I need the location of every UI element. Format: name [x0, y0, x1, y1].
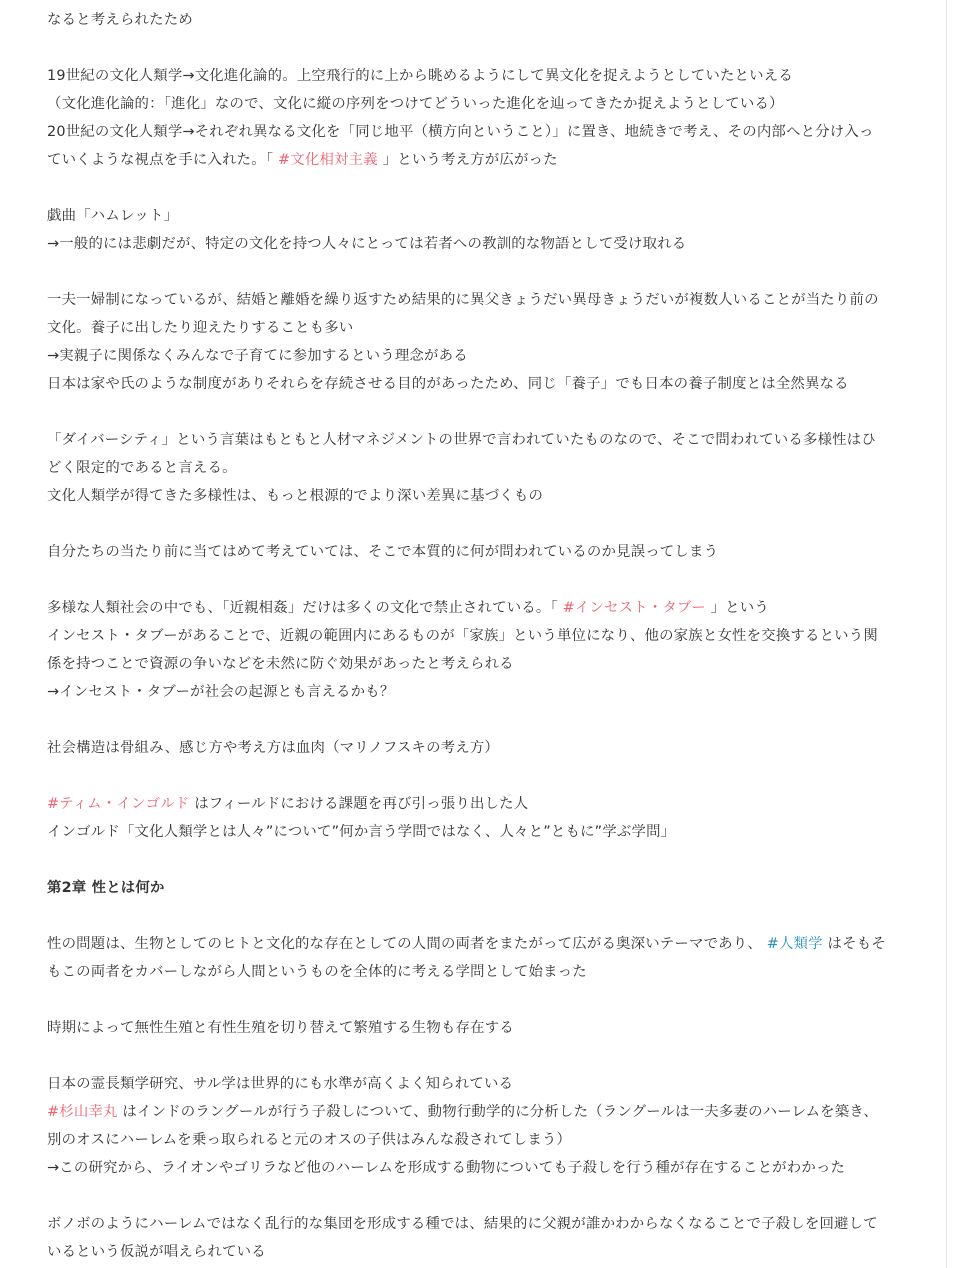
blank-line — [47, 762, 917, 790]
text-line: ボノボのようにハーレムではなく乱行的な集団を形成する種では、結果的に父親が誰かわからなくなることで子殺しを回避して — [47, 1216, 878, 1232]
blank-line — [47, 986, 917, 1014]
blank-line — [47, 398, 917, 426]
hashtag-link[interactable]: #人類学 — [766, 936, 823, 952]
text-line: 20世紀の文化人類学→それぞれ異なる文化を「同じ地平（横方向ということ）」に置き、地続きで考え、その内部へと分け入っ — [47, 124, 874, 140]
hashtag-link[interactable]: #杉山幸丸 — [47, 1104, 118, 1120]
text-segment: はそもそ — [827, 936, 886, 952]
text-line — [47, 1098, 917, 1126]
text-line — [47, 930, 917, 958]
text-line — [47, 790, 917, 818]
text-segment: 」という考え方が広がった — [382, 152, 558, 168]
text-line: 19世紀の文化人類学→文化進化論的。上空飛行的に上から眺めるようにして異文化を捉えようとしていたといえる — [47, 68, 793, 84]
text-line: 社会構造は骨組み、感じ方や考え方は血肉（マリノフスキの考え方） — [47, 740, 500, 756]
text-line: 戯曲「ハムレット」 — [47, 208, 179, 224]
text-line: もこの両者をカバーしながら人間というものを全体的に考える学問として始まった — [47, 964, 587, 980]
text-line: （文化進化論的：「進化」なので、文化に縦の序列をつけてどういった進化を辿ってきたか捉えようとしている） — [47, 96, 784, 112]
blank-line — [47, 846, 917, 874]
text-segment: 性の問題は、生物としてのヒトと文化的な存在としての人間の両者をまたがって広がる奥深いテーマであり、 — [47, 936, 762, 952]
blank-line — [47, 566, 917, 594]
text-segment: ていくような視点を手に入れた。「 — [47, 152, 274, 168]
text-line: インセスト・タブーがあることで、近親の範囲内にあるものが「家族」という単位になり、他の家族と女性を交換するという関 — [47, 628, 878, 644]
hashtag-link[interactable]: #ティム・インゴルド — [47, 796, 190, 812]
text-line: なると考えられたため — [47, 12, 193, 28]
text-segment: 」という — [710, 600, 769, 616]
text-line: 係を持つことで資源の争いなどを未然に防ぐ効果があったと考えられる — [47, 656, 514, 672]
blank-line — [47, 510, 917, 538]
text-line — [47, 146, 917, 174]
blank-line — [47, 258, 917, 286]
text-line: 日本の霊長類学研究、サル学は世界的にも水準が高くよく知られている — [47, 1076, 514, 1092]
text-segment: 多様な人類社会の中でも、「近親相姦」だけは多くの文化で禁止されている。「 — [47, 600, 558, 616]
text-line: 文化。養子に出したり迎えたりすることも多い — [47, 320, 354, 336]
chapter-heading: 第2章 性とは何か — [47, 880, 165, 896]
text-line: 自分たちの当たり前に当てはめて考えていては、そこで本質的に何が問われているのか見誤ってしまう — [47, 544, 719, 560]
blank-line — [47, 1182, 917, 1210]
text-line: 日本は家や氏のような制度がありそれらを存続させる目的があったため、同じ「養子」でも日本の養子制度とは全然異なる — [47, 376, 849, 392]
text-segment: はフィールドにおける課題を再び引っ張り出した人 — [194, 796, 529, 812]
text-line — [47, 594, 917, 622]
blank-line — [47, 1042, 917, 1070]
text-line: 別のオスにハーレムを乗っ取られると元のオスの子供はみんな殺されてしまう） — [47, 1132, 572, 1148]
text-line: 「ダイバーシティ」という言葉はもともと人材マネジメントの世界で言われていたものなので、そこで問われている多様性はひ — [47, 432, 876, 448]
text-line: 文化人類学が得てきた多様性は、もっと根源的でより深い差異に基づくもの — [47, 488, 544, 504]
text-line: →実親子に関係なくみんなで子育てに参加するという理念がある — [47, 348, 468, 364]
hashtag-link[interactable]: #インセスト・タブー — [562, 600, 706, 616]
blank-line — [47, 902, 917, 930]
text-line: →一般的には悲劇だが、特定の文化を持つ人々にとっては若者への教訓的な物語として受け取れる — [47, 236, 687, 252]
blank-line — [47, 34, 917, 62]
text-line: →インセスト・タブーが社会の起源とも言えるかも？ — [47, 684, 395, 700]
text-line: インゴルド「文化人類学とは人々”について”何か言う学問ではなく、人々と”ともに”学ぶ学問」 — [47, 824, 676, 840]
blank-line — [47, 174, 917, 202]
text-line: 一夫一婦制になっているが、結婚と離婚を繰り返すため結果的に異父きょうだい異母きょうだいが複数人いることが当たり前の — [47, 292, 879, 308]
text-segment: はインドのラングールが行う子殺しについて、動物行動学的に分析した（ラングールは一夫多妻のハーレムを築き、 — [122, 1104, 878, 1120]
blank-line — [47, 706, 917, 734]
text-line: 時期によって無性生殖と有性生殖を切り替えて繁殖する生物も存在する — [47, 1020, 514, 1036]
hashtag-link[interactable]: #文化相対主義 — [278, 152, 378, 168]
text-line: いるという仮説が唱えられている — [47, 1244, 266, 1260]
text-line: どく限定的であると言える。 — [47, 460, 237, 476]
text-line: →この研究から、ライオンやゴリラなど他のハーレムを形成する動物についても子殺しを行う種が存在することがわかった — [47, 1160, 846, 1176]
document-body — [47, 6, 917, 1266]
